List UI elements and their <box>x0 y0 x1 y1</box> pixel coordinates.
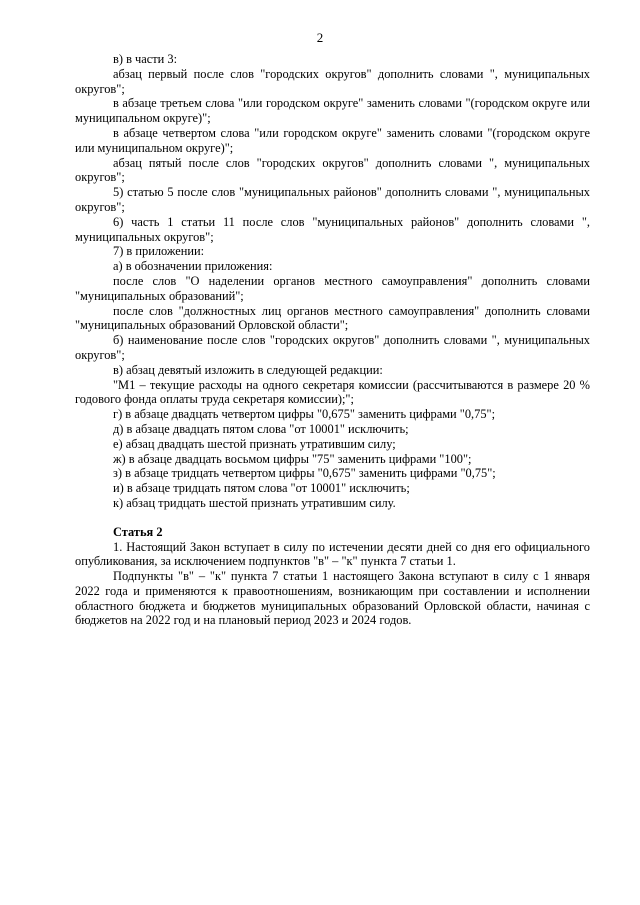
article-heading: Статья 2 <box>113 524 163 539</box>
paragraph: 5) статью 5 после слов "муниципальных районов" дополнить словами ", муниципальных округов"; <box>75 185 590 214</box>
paragraph: е) абзац двадцать шестой признать утратившим силу; <box>113 436 396 451</box>
paragraph: "M1 – текущие расходы на одного секретаря комиссии (рассчитываются в размере 20 % годового фонда оплаты труда секретаря комиссии);"; <box>75 377 590 407</box>
paragraph: и) в абзаце тридцать пятом слова "от 10001" исключить; <box>113 481 410 496</box>
paragraph: б) наименование после слов "городских округов" дополнить словами ", муниципальных округов"; <box>75 333 590 362</box>
paragraph: в) абзац девятый изложить в следующей редакции: <box>113 362 383 377</box>
paragraph: д) в абзаце двадцать пятом слова "от 10001" исключить; <box>113 421 409 436</box>
paragraph: а) в обозначении приложения: <box>113 259 273 274</box>
paragraph: з) в абзаце тридцать четвертом цифры "0,675" заменить цифрами "0,75"; <box>113 466 496 481</box>
paragraph: в) в части 3: <box>113 52 178 66</box>
paragraph: в абзаце четвертом слова "или городском округе" заменить словами "(городском округе или муниципальном округе)"; <box>75 125 590 155</box>
paragraph: г) в абзаце двадцать четвертом цифры "0,675" заменить цифрами "0,75"; <box>113 407 496 422</box>
paragraph: 1. Настоящий Закон вступает в силу по истечении десяти дней со дня его официального опубликования, за исключением подпунктов "в" – "к" пункта 7 статьи 1. <box>75 539 590 569</box>
paragraph: абзац пятый после слов "городских округов" дополнить словами ", муниципальных округов"; <box>75 155 590 185</box>
paragraph: ж) в абзаце двадцать восьмом цифры "75" заменить цифрами "100"; <box>113 451 472 466</box>
paragraph: абзац первый после слов "городских округов" дополнить словами ", муниципальных округов"; <box>75 66 590 96</box>
paragraph: 7) в приложении: <box>113 244 205 259</box>
page-number: 2 <box>316 30 324 45</box>
paragraph: 6) часть 1 статьи 11 после слов "муниципальных районов" дополнить словами ", муниципальных округов"; <box>75 214 590 244</box>
paragraph: после слов "должностных лиц органов местного самоуправления" дополнить словами "муниципальных образований Орловской области"; <box>75 303 590 333</box>
paragraph: в абзаце третьем слова "или городском округе" заменить словами "(городском округе или муниципальном округе)"; <box>75 96 590 126</box>
paragraph: после слов "О наделении органов местного самоуправления" дополнить словами "муниципальных образований"; <box>75 273 590 303</box>
paragraph: Подпункты "в" – "к" пункта 7 статьи 1 настоящего Закона вступают в силу с 1 января 2022 года и применяются к правоотношениям, возникающим при составлении и исполнении областного бюджета и бюджетов муниципальных образований Орловской области, начиная с бюджетов на 2022 год и на плановый период 2023 и 2024 годов. <box>75 569 590 628</box>
document-body <box>75 52 590 628</box>
paragraph: к) абзац тридцать шестой признать утратившим силу. <box>113 495 396 510</box>
